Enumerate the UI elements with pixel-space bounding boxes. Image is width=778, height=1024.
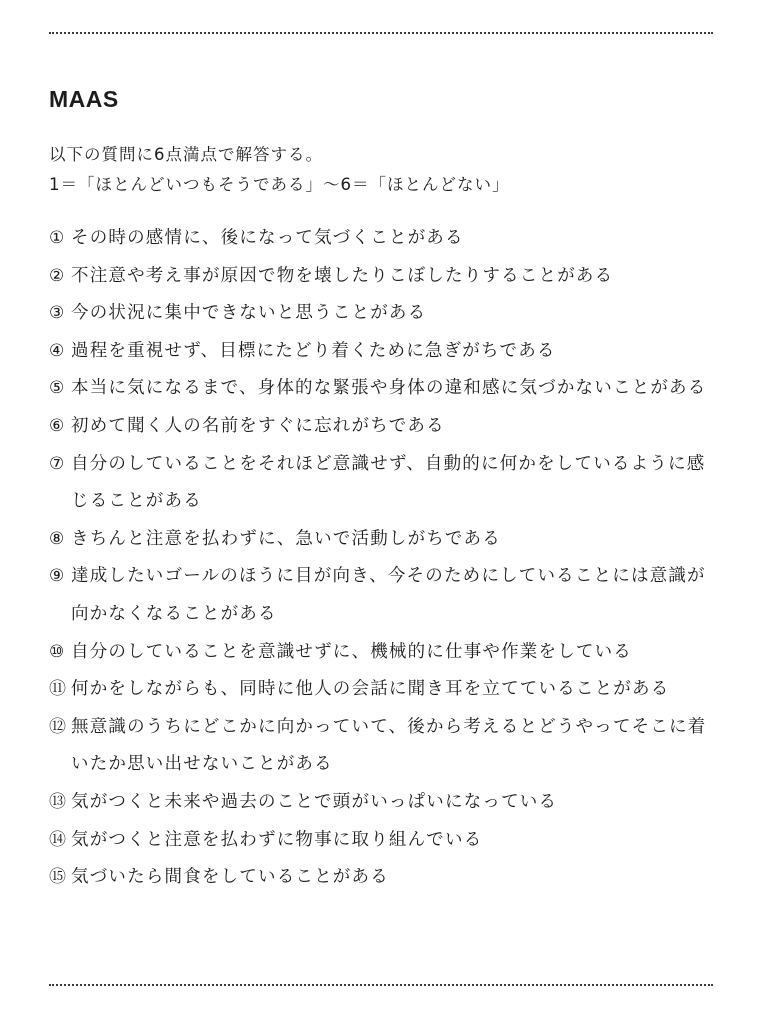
item-text: その時の感情に、後になって気づくことがある	[71, 228, 464, 248]
item-text: 自分のしていることを意識せずに、機械的に仕事や作業をしている	[71, 641, 632, 662]
question-item-13	[49, 784, 719, 822]
question-item-2	[49, 258, 719, 296]
item-text: 過程を重視せず、目標にたどり着くために急ぎがちである	[71, 340, 556, 361]
page-title: MAAS	[49, 86, 119, 112]
question-item-3	[49, 295, 719, 333]
item-text: 今の状況に集中できないと思うことがある	[71, 303, 427, 324]
item-number: ⑥	[49, 415, 65, 436]
item-number: ⑨	[49, 566, 65, 587]
item-number: ⑤	[49, 378, 65, 399]
instruction-line: 以下の質問に6点満点で解答する。	[49, 145, 323, 164]
item-number: ⑬	[49, 791, 66, 812]
item-text: 自分のしていることをそれほど意識せず、自動的に何かをしているように感じることがある	[71, 453, 706, 512]
item-number: ⑧	[49, 528, 65, 549]
item-number: ⑪	[49, 679, 66, 700]
item-number: ④	[49, 340, 65, 361]
item-text: 無意識のうちにどこかに向かっていて、後から考えるとどうやってそこに着いたか思い出せないことがある	[71, 716, 707, 775]
item-text: きちんと注意を払わずに、急いで活動しがちである	[71, 528, 501, 549]
item-text: 達成したいゴールのほうに目が向き、今そのためにしていることには意識が向かなくなることがある	[71, 566, 706, 624]
item-text: 気がつくと未来や過去のことで頭がいっぱいになっている	[71, 791, 558, 812]
question-item-15	[49, 859, 719, 897]
question-item-7	[49, 446, 719, 521]
question-item-14	[49, 822, 719, 860]
item-number: ①	[49, 228, 65, 248]
question-item-6	[49, 408, 719, 446]
item-number: ⑦	[49, 453, 65, 474]
item-text: 不注意や考え事が原因で物を壊したりこぼしたりすることがある	[71, 265, 614, 286]
instructions	[49, 140, 729, 200]
question-list	[49, 220, 719, 897]
item-text: 何かをしながらも、同時に他人の会話に聞き耳を立てていることがある	[71, 679, 670, 700]
item-number: ②	[49, 265, 65, 286]
question-item-11	[49, 671, 719, 709]
item-number: ⑩	[49, 641, 65, 662]
question-item-5	[49, 370, 719, 408]
question-item-1	[49, 220, 719, 258]
scale-description: 1＝「ほとんどいつもそうである」〜6＝「ほとんどない」	[49, 175, 510, 194]
item-text: 気がつくと注意を払わずに物事に取り組んでいる	[71, 829, 483, 850]
item-number: ③	[49, 303, 65, 324]
question-item-4	[49, 333, 719, 371]
bottom-dotted-divider	[49, 984, 713, 986]
item-text: 気づいたら間食をしていることがある	[71, 867, 389, 888]
item-number: ⑮	[49, 867, 66, 888]
item-number: ⑭	[49, 829, 66, 850]
item-number: ⑫	[49, 716, 66, 737]
item-text: 本当に気になるまで、身体的な緊張や身体の違和感に気づかないことがある	[71, 378, 707, 399]
item-text: 初めて聞く人の名前をすぐに忘れがちである	[71, 415, 445, 436]
question-item-12	[49, 709, 719, 784]
question-item-10	[49, 634, 719, 672]
question-item-8	[49, 521, 719, 559]
question-item-9	[49, 558, 719, 633]
top-dotted-divider	[49, 32, 713, 34]
